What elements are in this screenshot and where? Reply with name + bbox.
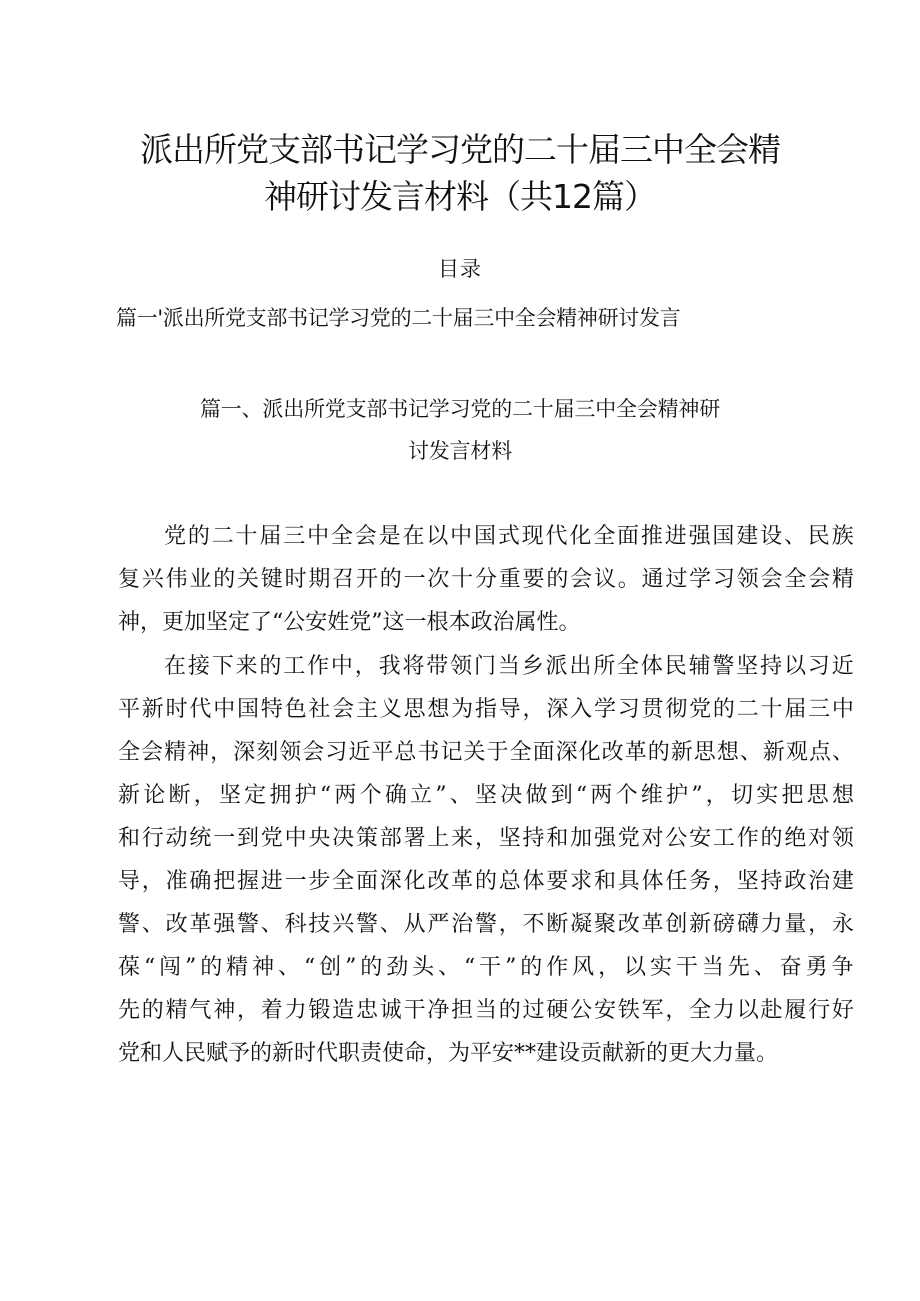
paragraph-2-line-2: 平 新 时 代 中 国 特 色 社 会 主 义 思 想 为 指 导 ， 深 入 学 习 贯 彻 党 的 二 十 届 三 中 [118,697,854,722]
paragraph-2-line-10: 党和人民赋予的新时代职责使命，为平安**建设贡献新的更大力量。 [118,1041,779,1066]
paragraph-2-line-4: 新 论 断 ， 坚 定 拥 护 “ 两 个 确 立 ” 、 坚 决 做 到 “ 两 个 维 护 ” ， 切 实 把 思 想 [118,783,854,808]
paragraph-2-line-1: 在 接 下 来 的 工 作 中 ， 我 将 带 领 门 当 乡 派 出 所 全 体 民 辅 警 坚 持 以 习 近 [164,654,854,679]
document-title-line-2: 神研讨发言材料（共12篇） [264,177,656,216]
paragraph-2-line-5: 和 行 动 统 一 到 党 中 央 决 策 部 署 上 来 ， 坚 持 和 加 强 党 对 公 安 工 作 的 绝 对 领 [118,826,854,851]
paragraph-2-line-3: 全 会 精 神 ， 深 刻 领 会 习 近 平 总 书 记 关 于 全 面 深 化 改 革 的 新 思 想 、 新 观 点 、 [118,740,854,765]
paragraph-1-line-1: 党 的 二 十 届 三 中 全 会 是 在 以 中 国 式 现 代 化 全 面 推 进 强 国 建 设 、 民 族 [164,524,854,549]
paragraph-2-line-8: 葆 “ 闯 ” 的 精 神 、 “ 创 ” 的 劲 头 、 “ 干 ” 的 作 风 ， 以 实 干 当 先 、 奋 勇 争 [118,955,854,980]
paragraph-2-line-6: 导 ， 准 确 把 握 进 一 步 全 面 深 化 改 革 的 总 体 要 求 和 具 体 任 务 ， 坚 持 政 治 建 [118,869,854,894]
section-title-line-2: 讨发言材料 [408,439,512,463]
paragraph-2-line-7: 警 、 改 革 强 警 、 科 技 兴 警 、 从 严 治 警 ， 不 断 凝 聚 改 革 创 新 磅 礴 力 量 ， 永 [118,912,854,937]
toc-item-1: 篇一'派出所党支部书记学习党的二十届三中全会精神研讨发言 [116,306,681,330]
paragraph-2-line-9: 先 的 精 气 神 ， 着 力 锻 造 忠 诚 干 净 担 当 的 过 硬 公 安 铁 军 ， 全 力 以 赴 履 行 好 [118,998,854,1023]
paragraph-1-line-3: 神，更加坚定了“公安姓党”这一根本政治属性。 [118,610,581,635]
toc-heading: 目录 [438,257,482,281]
paragraph-1-line-2: 复 兴 伟 业 的 关 键 时 期 召 开 的 一 次 十 分 重 要 的 会 议 。 通 过 学 习 领 会 全 会 精 [118,567,854,592]
section-title-line-1: 篇一、派出所党支部书记学习党的二十届三中全会精神研 [200,397,720,421]
document-title-line-1: 派出所党支部书记学习党的二十届三中全会精 [140,130,780,169]
